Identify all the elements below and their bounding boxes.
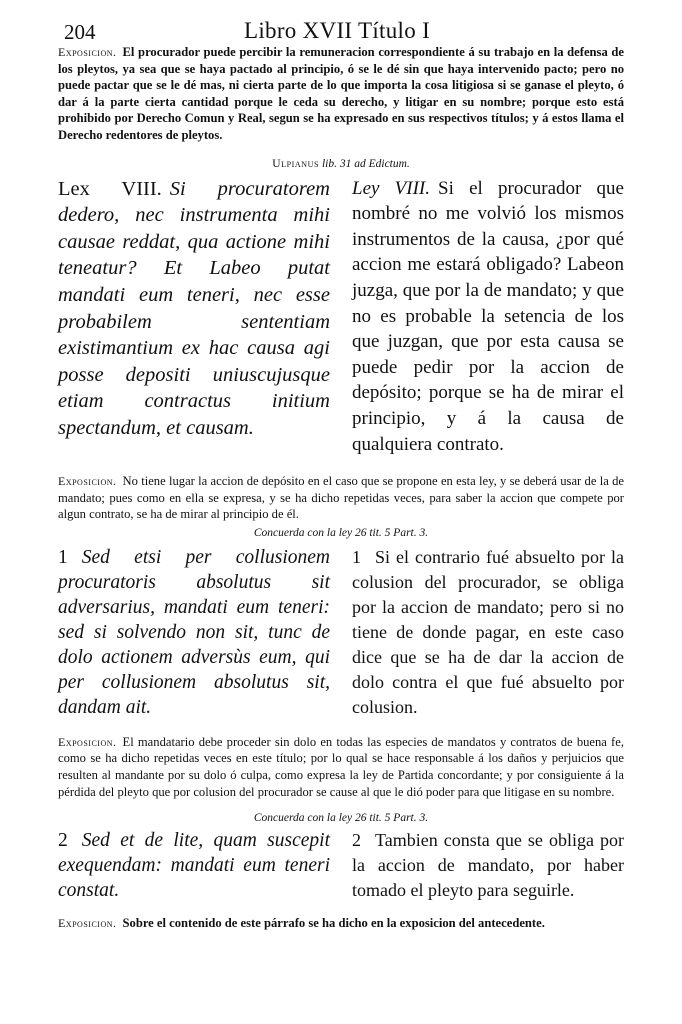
latin-lead: Lex VIII. [58, 177, 162, 200]
running-head [58, 18, 624, 44]
latin-column [58, 545, 330, 720]
exposicion-text: Sobre el contenido de este párrafo se ha dicho en la exposicion del antecedente. [122, 916, 545, 931]
exposicion-paragraph [58, 44, 624, 144]
latin-column [58, 176, 330, 458]
source-line [58, 158, 624, 170]
latin-paragraph-number: 2 [58, 830, 68, 852]
concordance-line [58, 812, 624, 824]
exposicion-text: El procurador puede percibir la remuneracion correspondiente á su trabajo en la defensa de los pleytos, ya sea que se haya pactado al principio, ó se le dé sin que haya intervenido pacto; pero no puede pactar que se le dé mas, ni cierta parte de lo que importa la cosa litigiosa si se ganase el pleyto, ó dar á la parte cierta cantidad porque le ceda su derecho, y litigar en su nombre; porque esto está prohibido por Derecho Comun y Real, segun se ha expresado en sus respectivos títulos; y á estos llama el Derecho redentores de pleytos. [58, 45, 624, 142]
exposicion-label: Exposicion. [58, 45, 117, 59]
spanish-text: Si el contrario fué absuelto por la colusion del procurador, se obliga por la accion de mandato; pero si no tiene de donde pagar, en este caso dice que se ha de dar la accion de dolo contra el que fué absuelto por colusion. [352, 546, 624, 717]
concordance-text: Concuerda con la ley 26 tit. 5 Part. 3. [253, 526, 429, 539]
exposicion-text: No tiene lugar la accion de depósito en el caso que se propone en esta ley, y se deberá usar de la de mandato; pues como en ella se expresa, y se ha dicho repetidas veces, para saber la accion que compete por algun contrato, se ha de mirar al principio de él. [58, 474, 624, 522]
source-author: Ulpianus [272, 157, 320, 170]
exposicion-paragraph [58, 734, 624, 800]
spanish-lead: Ley VIII. [352, 177, 430, 199]
spanish-paragraph-number: 1 [352, 546, 361, 567]
spanish-paragraph-number: 2 [352, 830, 361, 851]
exposicion-paragraph [58, 915, 624, 932]
latin-text: Sed etsi per collusionem procuratoris absolutus sit adversarius, mandati eum teneri: sed si solvendo non sit, tunc de dolo actionem adversùs eum, qui per collusionem absolutus sit, dandam ait. [58, 546, 330, 718]
latin-text: Si procuratorem dedero, nec instrumenta mihi causae reddat, qua actione mihi teneatur? Et Labeo putat mandati eum teneri, nec esse probabilem sententiam existimantium ex hac causa agi posse depositi uniuscujusque etiam contractus initium spectandum, et causam. [58, 177, 330, 439]
exposicion-label: Exposicion. [58, 916, 117, 931]
exposicion-label: Exposicion. [58, 474, 117, 489]
spanish-column [352, 828, 624, 903]
lex-8-columns [58, 176, 624, 458]
spanish-text: Si el procurador que nombré no me volvió los mismos instrumentos de la causa, ¿por qué accion me estará obligado? Labeon juzga, que por la de mandato; y que no es probable la setencia de los que juzgan, que por esta causa se puede pedir por la accion de depósito; porque se ha de mirar el principio, y á la causa de qualquiera contrato. [352, 177, 624, 455]
exposicion-paragraph [58, 473, 624, 523]
latin-paragraph-number: 1 [58, 546, 68, 568]
latin-column [58, 828, 330, 903]
spanish-text: Tambien consta que se obliga por la accion de mandato, por haber tomado el pleyto para seguirle. [352, 830, 624, 901]
latin-text: Sed et de lite, quam suscepit exequendam: mandati eum teneri constat. [58, 830, 330, 902]
spanish-column [352, 545, 624, 720]
spanish-column [352, 176, 624, 458]
source-reference: lib. 31 ad Edictum. [321, 157, 410, 170]
page-number: 204 [64, 20, 96, 44]
exposicion-text: El mandatario debe proceder sin dolo en todas las especies de mandatos y contratos de buena fe, como se ha dicho repetidas veces en este título; por lo qual se hace responsable á los daños y perjuicios que resulten al mandante por su dolo ó culpa, como expresa la ley de Partida concordante; y por consiguiente á la pérdida del pleyto que por colusion del procurador se cause al que le dió poder para que litigase en su nombre. [58, 734, 624, 799]
concordance-line [58, 527, 624, 539]
paragraph-2-columns [58, 828, 624, 903]
running-title: Libro XVII Título I [244, 18, 431, 43]
page [58, 18, 624, 932]
exposicion-label: Exposicion. [58, 734, 117, 749]
paragraph-1-columns [58, 545, 624, 720]
concordance-text: Concuerda con la ley 26 tit. 5 Part. 3. [253, 812, 429, 825]
